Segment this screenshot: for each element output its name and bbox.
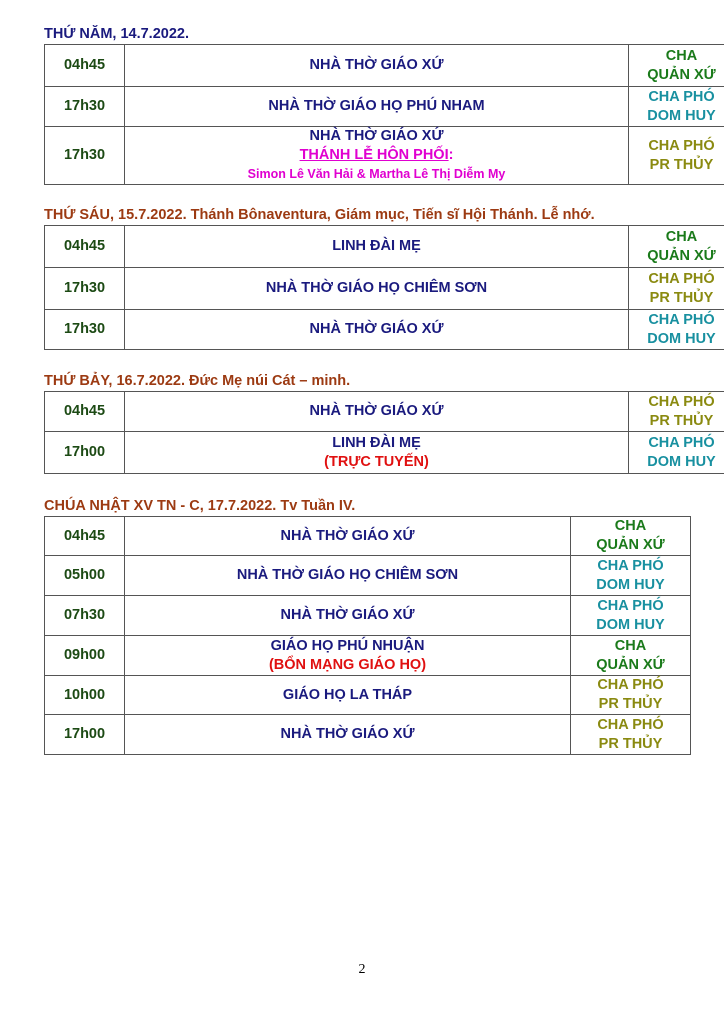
- table-row: [45, 636, 691, 676]
- couple-names: Simon Lê Văn Hải & Martha Lê Thị Diễm My: [247, 167, 506, 181]
- table-row: [45, 432, 724, 474]
- priest-cell: CHA PHÓ DOM HUY: [571, 556, 691, 596]
- place-cell: NHÀ THỜ GIÁO XỨ: [125, 310, 629, 350]
- priest-cell: CHA PHÓ PR THỦY: [629, 127, 724, 185]
- time-cell: 09h00: [45, 636, 125, 676]
- place-cell: NHÀ THỜ GIÁO XỨ: [125, 715, 571, 755]
- place-cell: NHÀ THỜ GIÁO XỨ: [125, 517, 571, 556]
- time-cell: 17h00: [45, 715, 125, 755]
- priest-cell: CHA QUẢN XỨ: [629, 226, 724, 268]
- time-cell: 10h00: [45, 676, 125, 715]
- section-header-friday: THỨ SÁU, 15.7.2022. Thánh Bônaventura, Giám mục, Tiến sĩ Hội Thánh. Lễ nhớ.: [44, 207, 595, 223]
- section-header-saturday: THỨ BẢY, 16.7.2022. Đức Mẹ núi Cát – minh.: [44, 373, 351, 389]
- time-cell: 04h45: [45, 226, 125, 268]
- page-number: 2: [358, 962, 366, 977]
- table-row: [45, 715, 691, 755]
- schedule-table-sunday: [44, 516, 691, 755]
- time-cell: 04h45: [45, 517, 125, 556]
- place-cell: NHÀ THỜ GIÁO XỨ: [125, 45, 629, 87]
- online-note: (TRỰC TUYẾN): [324, 453, 429, 470]
- priest-cell: CHA QUẢN XỨ: [571, 636, 691, 676]
- place-cell: NHÀ THỜ GIÁO XỨ THÁNH LỄ HÔN PHỐI: Simon Lê Văn Hải & Martha Lê Thị Diễm My: [125, 127, 629, 185]
- wedding-note: THÁNH LỄ HÔN PHỐI:: [299, 147, 454, 163]
- time-cell: 04h45: [45, 45, 125, 87]
- table-row: [45, 596, 691, 636]
- time-cell: 05h00: [45, 556, 125, 596]
- place-cell: LINH ĐÀI MẸ: [125, 226, 629, 268]
- table-row: [45, 310, 724, 350]
- schedule-table-saturday: [44, 391, 724, 474]
- schedule-table-thursday: [44, 44, 724, 185]
- time-cell: 04h45: [45, 392, 125, 432]
- place-cell: NHÀ THỜ GIÁO XỨ: [125, 596, 571, 636]
- schedule-table-friday: [44, 225, 724, 350]
- priest-cell: CHA PHÓ DOM HUY: [629, 87, 724, 127]
- table-row: [45, 45, 724, 87]
- priest-cell: CHA QUẢN XỨ: [571, 517, 691, 556]
- time-cell: 17h00: [45, 432, 125, 474]
- priest-cell: CHA PHÓ DOM HUY: [629, 432, 724, 474]
- table-row: [45, 268, 724, 310]
- table-row: [45, 127, 724, 185]
- place-cell: NHÀ THỜ GIÁO HỌ CHIÊM SƠN: [125, 556, 571, 596]
- priest-cell: CHA PHÓ PR THỦY: [629, 392, 724, 432]
- priest-cell: CHA PHÓ PR THỦY: [629, 268, 724, 310]
- time-cell: 07h30: [45, 596, 125, 636]
- patron-feast-note: (BỔN MẠNG GIÁO HỌ): [268, 656, 427, 673]
- time-cell: 17h30: [45, 268, 125, 310]
- place-cell: GIÁO HỌ PHÚ NHUẬN (BỔN MẠNG GIÁO HỌ): [125, 636, 571, 676]
- section-header-sunday: CHÚA NHẬT XV TN - C, 17.7.2022. Tv Tuần IV.: [44, 498, 356, 514]
- table-row: [45, 226, 724, 268]
- time-cell: 17h30: [45, 310, 125, 350]
- priest-cell: CHA QUẢN XỨ: [629, 45, 724, 87]
- place-cell: LINH ĐÀI MẸ (TRỰC TUYẾN): [125, 432, 629, 474]
- priest-cell: CHA PHÓ PR THỦY: [571, 676, 691, 715]
- priest-cell: CHA PHÓ DOM HUY: [629, 310, 724, 350]
- place-cell: NHÀ THỜ GIÁO HỌ PHÚ NHAM: [125, 87, 629, 127]
- table-row: [45, 392, 724, 432]
- place-cell: GIÁO HỌ LA THÁP: [125, 676, 571, 715]
- section-header-thursday: THỨ NĂM, 14.7.2022.: [44, 26, 189, 42]
- place-cell: NHÀ THỜ GIÁO XỨ: [125, 392, 629, 432]
- table-row: [45, 556, 691, 596]
- time-cell: 17h30: [45, 87, 125, 127]
- time-cell: 17h30: [45, 127, 125, 185]
- priest-cell: CHA PHÓ DOM HUY: [571, 596, 691, 636]
- table-row: [45, 517, 691, 556]
- table-row: [45, 676, 691, 715]
- table-row: [45, 87, 724, 127]
- place-cell: NHÀ THỜ GIÁO HỌ CHIÊM SƠN: [125, 268, 629, 310]
- priest-cell: CHA PHÓ PR THỦY: [571, 715, 691, 755]
